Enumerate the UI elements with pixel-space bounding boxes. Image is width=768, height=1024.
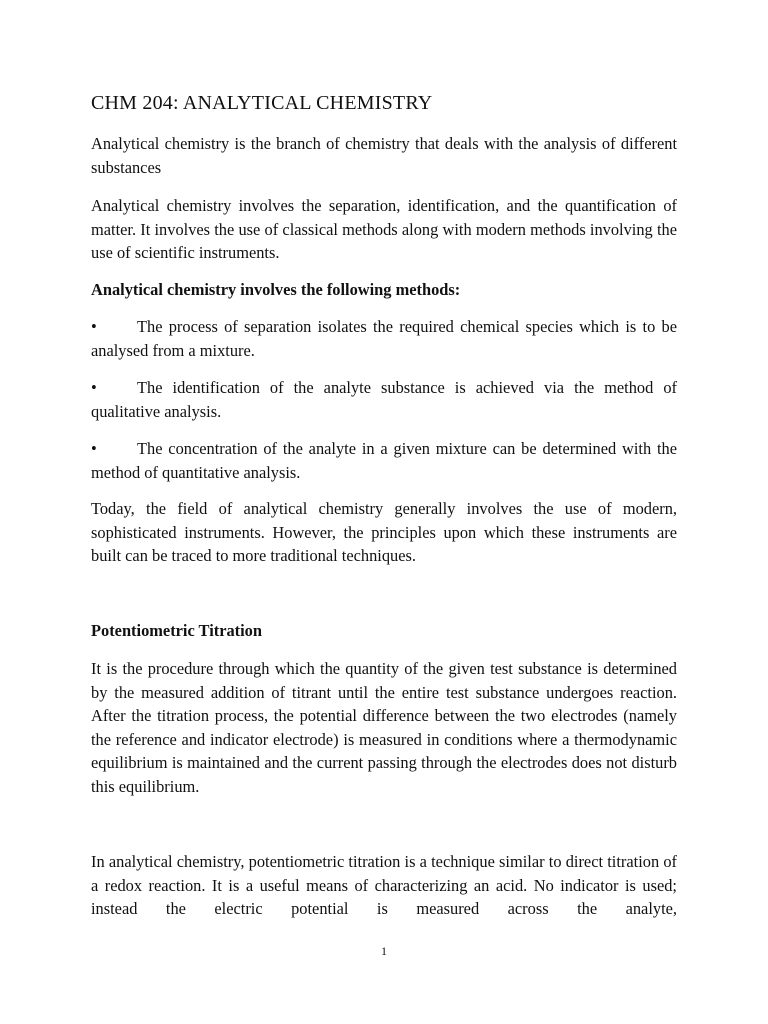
- section-paragraph-1: It is the procedure through which the quantity of the given test substance is determined by the measured addition of titrant until the entire test substance undergoes reaction. After the titration process, the potential difference between the two electrodes (namely the reference and indicator electrode) is measured in conditions where a thermodynamic equilibrium is maintained and the current passing through the electrodes does not disturb this equilibrium.: [91, 659, 677, 796]
- section-heading: Potentiometric Titration: [91, 621, 262, 640]
- methods-heading: Analytical chemistry involves the following methods:: [91, 280, 461, 299]
- document-title: CHM 204: ANALYTICAL CHEMISTRY: [91, 92, 433, 114]
- page-number: 1: [381, 944, 387, 958]
- list-item: [91, 376, 677, 423]
- bullet-text: The process of separation isolates the required chemical species which is to be analysed from a mixture.: [91, 317, 677, 360]
- list-item: [91, 315, 677, 362]
- bullet-text: The identification of the analyte substance is achieved via the method of qualitative analysis.: [91, 378, 677, 421]
- bullet-text: The concentration of the analyte in a given mixture can be determined with the method of quantitative analysis.: [91, 439, 677, 482]
- list-item: [91, 437, 677, 484]
- intro-paragraph-1: Analytical chemistry is the branch of chemistry that deals with the analysis of different substances: [91, 134, 677, 177]
- bullet-marker: •: [91, 317, 97, 336]
- bullet-marker: •: [91, 439, 97, 458]
- intro-paragraph-2: Analytical chemistry involves the separation, identification, and the quantification of matter. It involves the use of classical methods along with modern methods involving the use of scientific instruments.: [91, 196, 677, 262]
- today-paragraph: Today, the field of analytical chemistry generally involves the use of modern, sophisticated instruments. However, the principles upon which these instruments are built can be traced to more traditional techniques.: [91, 499, 677, 565]
- bullet-marker: •: [91, 378, 97, 397]
- section-paragraph-2: In analytical chemistry, potentiometric titration is a technique similar to direct titration of a redox reaction. It is a useful means of characterizing an acid. No indicator is used; instead the electric potential is measured across the analyte,: [91, 852, 677, 918]
